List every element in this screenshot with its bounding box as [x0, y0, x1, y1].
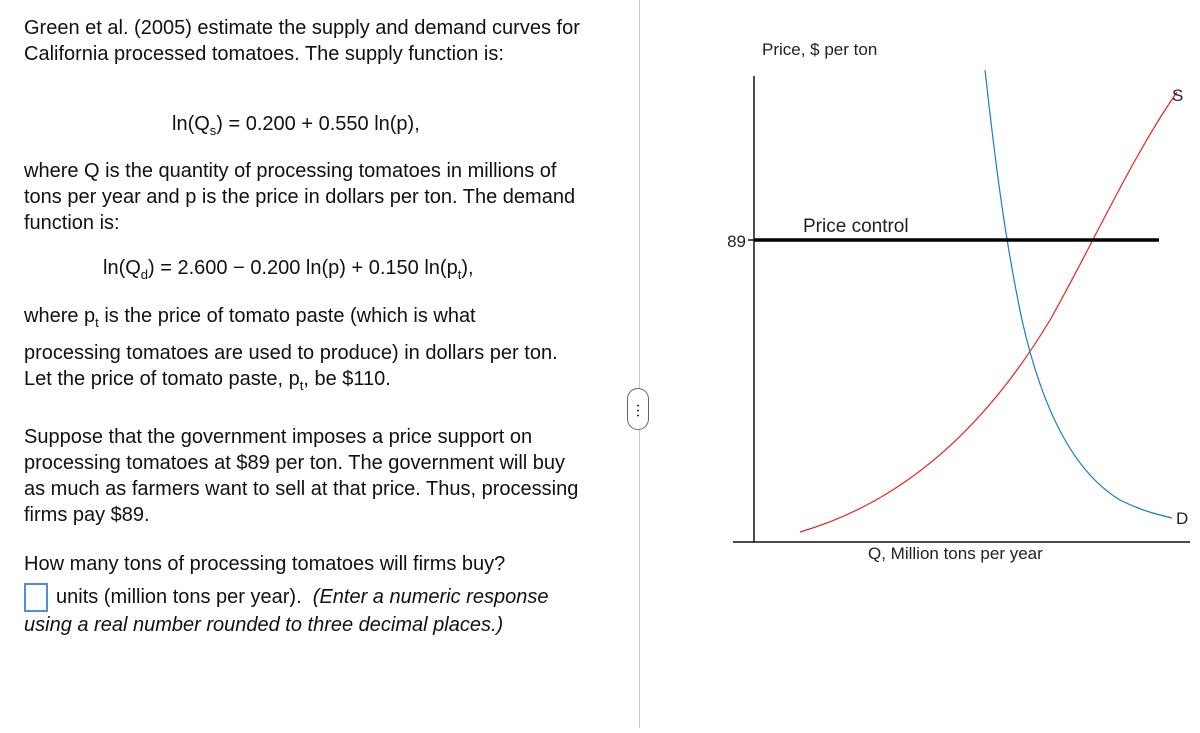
paste-text: is the price of tomato paste (which is what	[98, 305, 476, 327]
demand-eq-part: ) = 2.600 − 0.200 ln(p) + 0.150 ln(p	[148, 257, 458, 279]
paste-price-text: processing tomatoes are used to produce) in dollars per ton. Let the price of tomato paste, p	[24, 342, 558, 390]
supply-eq-part: ) = 0.200 + 0.550 ln(p),	[216, 113, 420, 135]
intro-paragraph: Green et al. (2005) estimate the supply and demand curves for California processed tomatoes. The supply function is:	[24, 17, 580, 65]
demand-eq-part: ln(Q	[103, 257, 141, 279]
paste-price-text: , be $110.	[303, 368, 391, 390]
supply-demand-graph	[650, 0, 1200, 728]
answer-units: units (million tons per year).	[56, 585, 302, 608]
demand-eq-subscript: t	[457, 267, 462, 282]
supply-equation	[172, 111, 420, 139]
paste-price-paragraph	[24, 340, 584, 394]
paste-price-subscript: t	[299, 378, 304, 393]
demand-curve-label: D	[1176, 509, 1189, 528]
answer-input[interactable]	[24, 583, 48, 612]
demand-equation	[103, 255, 474, 283]
answer-instruction: (Enter a numeric response using a real number rounded to three decimal places.)	[24, 585, 549, 636]
price-tick-label: 89	[727, 232, 746, 251]
paste-definition	[24, 303, 584, 331]
graph-svg	[650, 0, 1200, 728]
y-axis-label: Price, $ per ton	[762, 40, 878, 59]
question-text: How many tons of processing tomatoes will firms buy?	[24, 553, 506, 575]
supply-curve	[800, 92, 1177, 532]
paste-subscript: t	[95, 315, 99, 330]
paste-text: where p	[24, 305, 96, 327]
more-dots-icon: ⋯	[629, 402, 647, 416]
supply-eq-subscript: s	[209, 123, 217, 138]
supply-curve-label: S	[1172, 86, 1184, 105]
panel-divider	[639, 0, 640, 728]
answer-row	[24, 583, 584, 638]
demand-curve	[985, 70, 1172, 518]
price-control-label: Price control	[803, 216, 909, 237]
definitions-paragraph: where Q is the quantity of processing tomatoes in millions of tons per year and p is the price in dollars per ton. The demand function is:	[24, 160, 576, 234]
demand-eq-part: ),	[461, 257, 474, 279]
supply-eq-part: ln(Q	[172, 113, 210, 135]
splitter-handle[interactable]	[627, 388, 649, 430]
demand-eq-subscript: d	[140, 267, 149, 282]
scenario-paragraph: Suppose that the government imposes a price support on processing tomatoes at $89 per ton. The government will buy as much as farmers want to sell at that price. Thus, processing firms pay $89.	[24, 426, 579, 526]
x-axis-label: Q, Million tons per year	[868, 544, 1043, 563]
